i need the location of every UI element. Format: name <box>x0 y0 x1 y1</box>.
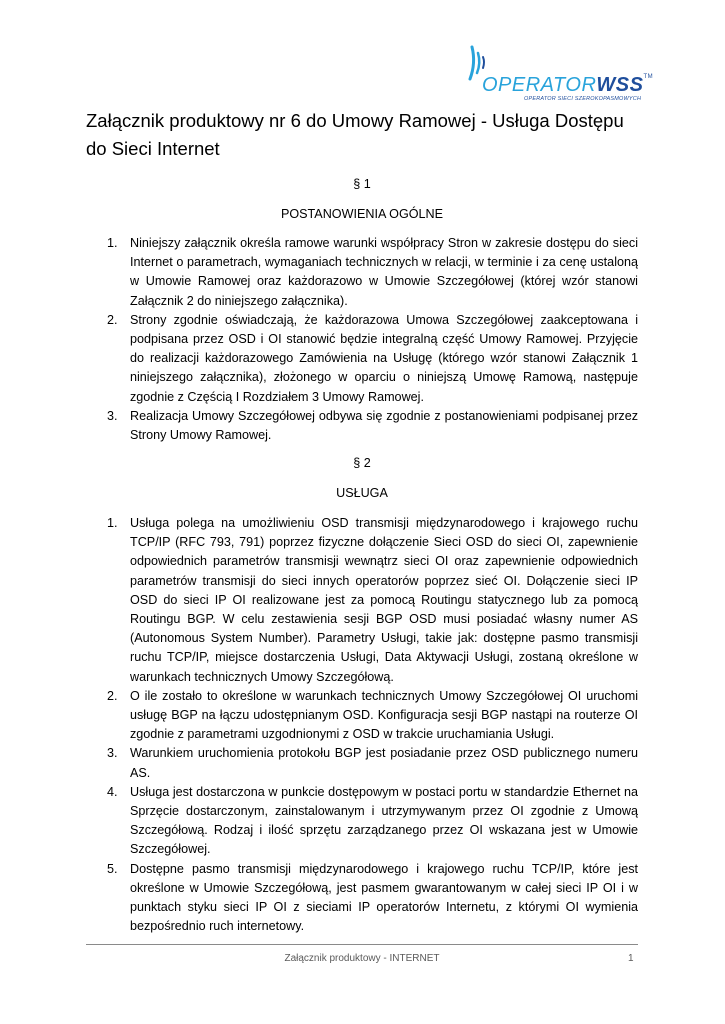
list-item-number: 2. <box>107 312 118 327</box>
list-item <box>0 860 638 937</box>
section-2-list <box>0 514 725 936</box>
section-2-heading: USŁUGA <box>336 486 388 500</box>
logo-brand-a: OPERATOR <box>482 74 597 96</box>
logo-trademark: TM <box>643 74 654 80</box>
section-2-number: § 2 <box>353 456 371 470</box>
section-1-number: § 1 <box>353 177 371 191</box>
list-item <box>0 687 638 745</box>
document-title: Załącznik produktowy nr 6 do Umowy Ramowej - Usługa Dostępu do Sieci Internet <box>86 110 624 159</box>
list-item <box>0 744 638 782</box>
list-item-text: Dostępne pasmo transmisji międzynarodowego i krajowego ruchu TCP/IP, które jest określone w Umowie Szczegółową, jest pasmem gwarantowanym w całej sieci IP OI i w punktach styku sieci IP OI z sieciami IP operatorów Internetu, z którymi OI wymienia bezpośrednio ruch internetowy. <box>130 861 638 934</box>
list-item-text: Usługa polega na umożliwieniu OSD transmisji międzynarodowego i krajowego ruchu TCP/IP (RFC 793, 791) poprzez fizyczne dołączenie Sieci OSD do sieci OI, zapewnienie odpowiednich parametrów transmisji wewnątrz sieci OI oraz zapewnienie odpowiednich parametrów transmisji do sieci innych operatorów poprzez sieć OI. Dołączenie sieci IP OSD do sieci IP OI realizowane jest za pomocą Routingu statycznego lub za pomocą Routingu BGP. W celu zestawienia sesji BGP OSD musi posiadać własny numer AS (Autonomous System Number). Parametry Usługi, takie jak: dostępne pasmo transmisji ruchu TCP/IP, miejsce dostarczenia Usługi, Data Aktywacji Usługi, zostaną określone w warunkach technicznych Umowy Szczegółową. <box>130 516 638 684</box>
operator-wss-logo <box>466 45 654 105</box>
logo-tagline: OPERATOR SIECI SZEROKOPASMOWYCH <box>524 96 642 102</box>
footer-label: Załącznik produktowy - INTERNET <box>284 953 440 964</box>
list-item-text: Strony zgodnie oświadczają, że każdorazowa Umowa Szczegółowej zaakceptowana i podpisana przez OSD i OI stanowić będzie integralną część Umowy Ramowej. Przyjęcie do realizacji każdorazowego Zamówienia na Usługę (którego wzór stanowi Załącznik 1 niniejszego załącznika), złożonego w oparciu o niniejszą Umowę Ramową, następuje zgodnie z Częścią I Rozdziałem 3 Umowy Ramowej. <box>130 312 638 404</box>
list-item-text: Realizacja Umowy Szczegółowej odbywa się zgodnie z postanowieniami podpisanej przez Strony Umowy Ramowej. <box>130 408 638 443</box>
list-item-text: O ile zostało to określone w warunkach technicznych Umowy Szczegółowej OI uruchomi usługę BGP na łączu udostępnianym OSD. Konfiguracja sesji BGP nastąpi na routerze OI zgodnie z parametrami uzgodnionymi z OSD w trakcie uruchamiania Usługi. <box>130 688 638 742</box>
logo-brand-b: WSS <box>596 74 644 96</box>
list-item <box>0 234 638 311</box>
list-item <box>0 514 638 687</box>
list-item-number: 5. <box>107 861 118 876</box>
footer-divider <box>86 944 638 945</box>
list-item-number: 3. <box>107 746 118 761</box>
list-item-number: 1. <box>107 236 118 250</box>
list-item-text: Niniejszy załącznik określa ramowe warunki współpracy Stron w zakresie dostępu do sieci Internet o parametrach, wymaganiach technicznych w relacji, w terminie i za cenę ustaloną w Umowie Ramowej oraz każdorazowo w Umowie Szczegółowej (której wzór stanowi Załącznik 2 do niniejszego załącznika). <box>130 236 638 308</box>
list-item-number: 4. <box>107 784 118 799</box>
list-item-text: Warunkiem uruchomienia protokołu BGP jest posiadanie przez OSD publicznego numeru AS. <box>130 746 638 780</box>
page-number: 1 <box>628 953 634 964</box>
list-item-number: 3. <box>107 408 118 423</box>
section-1-list <box>0 234 725 445</box>
section-1-heading: POSTANOWIENIA OGÓLNE <box>280 207 444 221</box>
list-item-number: 1. <box>107 516 118 530</box>
list-item-number: 2. <box>107 688 118 703</box>
list-item-text: Usługa jest dostarczona w punkcie dostępowym w postaci portu w standardzie Ethernet na Sprzęcie dostarczonym, zainstalowanym i utrzymywanym przez OI zgodnie z Umową Szczegółową. Rodzaj i ilość sprzętu zarządzanego przez OI wskazana jest w Umowie Szczegółowej. <box>130 784 638 857</box>
list-item <box>0 311 638 407</box>
list-item <box>0 783 638 860</box>
list-item <box>0 407 638 445</box>
logo-wordmark <box>482 74 653 97</box>
